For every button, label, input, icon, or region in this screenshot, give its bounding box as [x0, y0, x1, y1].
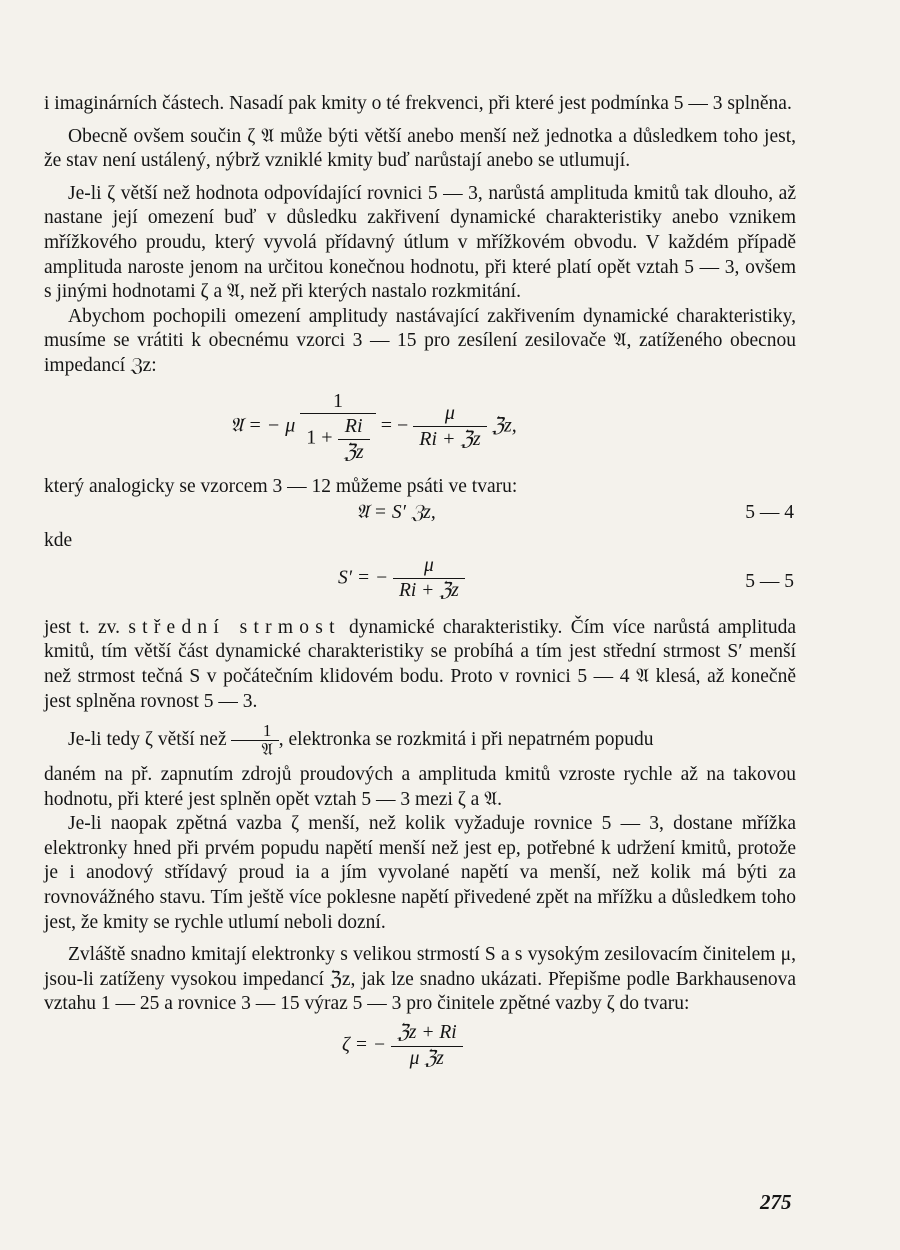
eq4-fraction: $\frac{\text{ℨz + Ri}}{\text{μ ℨz}}$ [391, 1021, 463, 1071]
inline-fraction: $\frac{1}{\text{𝔄}}$ [231, 722, 278, 759]
eq1-rhs: ℨz, [491, 414, 517, 437]
eq2-body: 𝔄 = S′ ℨz, [356, 502, 436, 524]
equation-5-4 [44, 499, 796, 529]
paragraph-5: který analogicky se vzorcem 3 — 12 můžeme psáti ve tvaru: [44, 475, 518, 497]
page-body [44, 92, 796, 1077]
equation-amplification [44, 379, 796, 475]
paragraph-2: Obecně ovšem součin ζ 𝔄 může býti větší anebo menší než jednotka a důsledkem toho jest, že stav není ustálený, nýbrž vzniklé kmity buď narůstají anebo se utlumují. [44, 125, 796, 172]
paragraph-11: Zvláště snadno kmitají elektronky s velikou strmostí S a s vysokým zesilovacím činitelem μ, jsou-li zatíženy vysokou impedancí ℨz, jak lze snadno ukázati. Přepišme podle Barkhausenova vztahu 1 — 25 a rovnice 3 — 15 výraz 5 — 3 pro činitele zpětné vazby ζ do tvaru: [44, 944, 796, 1015]
equation-zeta [44, 1017, 796, 1077]
paragraph-8: Je-li tedy ζ větší než $\frac{1}{\text{𝔄}}$ , elektronka se rozkmitá i při nepatrném popudu [68, 721, 654, 760]
emphasis-stredni-strmost: střední strmost [128, 616, 341, 638]
paragraph-3: Je-li ζ větší než hodnota odpovídající rovnici 5 — 3, narůstá amplituda kmitů tak dlouho, až nastane její omezení buď v důsledku zakřivení dynamické charakteristiky anebo vznikem mřížkového proudu, který vyvolá přídavný útlum v mřížkovém obvodu. V každém případě amplituda naroste jenom na určitou konečnou hodnotu, při které platí opět vztah 5 — 3, ovšem s jinými hodnotami ζ a 𝔄, než při kterých nastalo rozkmitání. [44, 182, 796, 303]
eq3-number: 5 — 5 [745, 570, 794, 592]
eq1-fraction-1: 1 1 + $\frac{Ri}{\text{ℨz}}$ [300, 389, 375, 465]
eq1-mid: = − [380, 414, 409, 437]
paragraph-10: Je-li naopak zpětná vazba ζ menší, než kolik vyžaduje rovnice 5 — 3, dostane mřížka elektronky hned při prvém popudu napětí menší než jest ep, potřebné k udržení kmitů, protože je i anodový střídavý proud ia a jím vyvolané napětí va menší, než kolik má býti za rovnovážného stavu. Tím ještě více poklesne napětí přivedené zpět na mřížku a důsledkem toho jest, že kmity se rychle utlumí neboli dozní. [44, 813, 796, 933]
equation-5-5 [44, 554, 796, 616]
paragraph-7: jest t. zv. střední strmost dynamické charakteristiky. Čím více narůstá amplituda kmitů, tím větší část dynamické charakteristiky se probíhá a tím jest střední strmost S′ menší než strmost tečná S v počátečním klidovém bodu. Proto v rovnici 5 — 4 𝔄 klesá, až konečně jest splněna rovnost 5 — 3. [44, 616, 797, 712]
eq4-lhs: ζ = − [342, 1034, 386, 1056]
eq1-fraction-2: $\frac{\mu}{\text{Ri + ℨz}}$ [413, 401, 486, 451]
eq2-number: 5 — 4 [745, 502, 794, 524]
eq1-lhs: 𝔄 = − μ [230, 414, 296, 437]
eq3-lhs: S′ = − [338, 567, 389, 589]
page-number: 275 [760, 1190, 792, 1214]
paragraph-1: i imaginárních částech. Nasadí pak kmity o té frekvenci, při které jest podmínka 5 — 3 splněna. [44, 93, 792, 114]
paragraph-6: kde [44, 530, 73, 552]
paragraph-9: daném na př. zapnutím zdrojů proudových a amplituda kmitů vzroste rychle až na takovou hodnotu, při které jest splněn opět vztah 5 — 3 mezi ζ a 𝔄. [44, 764, 796, 810]
paragraph-4: Abychom pochopili omezení amplitudy nastávající zakřivením dynamické charakteristiky, musíme se vrátiti k obecnému vzorci 3 — 15 pro zesílení zesilovače 𝔄, zatíženého obecnou impedancí ℨz: [44, 305, 796, 376]
eq3-fraction: $\frac{\mu}{\text{Ri + ℨz}}$ [393, 554, 465, 604]
